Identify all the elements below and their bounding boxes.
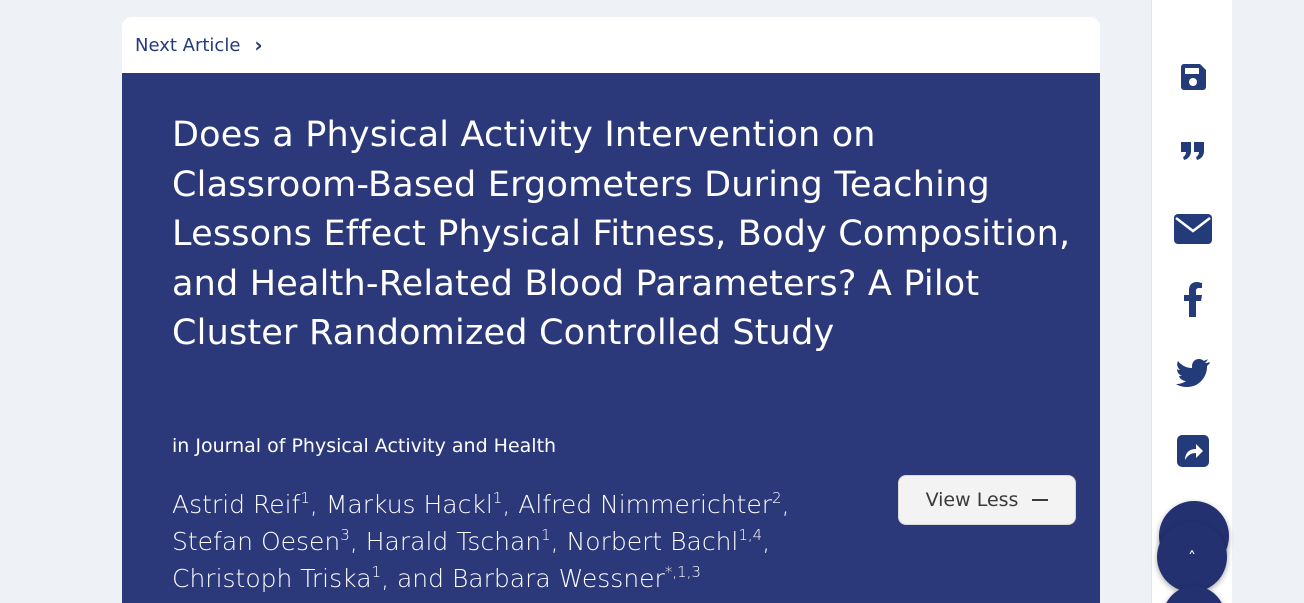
quote-icon[interactable] bbox=[1174, 132, 1212, 170]
author[interactable]: Alfred Nimmerichter$^2$ bbox=[518, 489, 782, 519]
email-icon[interactable] bbox=[1174, 210, 1212, 248]
scroll-to-top-button[interactable] bbox=[1157, 522, 1227, 592]
share-icon[interactable] bbox=[1174, 432, 1212, 470]
next-article-link[interactable] bbox=[122, 17, 1100, 73]
facebook-icon[interactable] bbox=[1174, 280, 1212, 318]
author[interactable]: Markus Hackl$^1$ bbox=[325, 489, 503, 519]
view-less-button[interactable] bbox=[898, 475, 1076, 525]
journal-name: in Journal of Physical Activity and Health bbox=[172, 435, 557, 457]
article-header bbox=[122, 73, 1100, 603]
author[interactable]: Stefan Oesen$^3$ bbox=[172, 526, 350, 556]
author[interactable]: Barbara Wessner$^{*,1,3}$ bbox=[451, 563, 701, 593]
author[interactable]: Christoph Triska$^1$ bbox=[172, 563, 382, 593]
minus-icon bbox=[1032, 499, 1048, 501]
article-card bbox=[122, 17, 1100, 603]
save-icon[interactable] bbox=[1174, 58, 1212, 96]
chevron-up-icon: ˄ bbox=[1188, 547, 1196, 567]
article-title: Does a Physical Activity Intervention on Classroom-Based Ergometers During Teaching Lessons Effect Physical Fitness, Body Composition, and Health-Related Blood Parameters? A Pilot Cluster Randomized Controlled Study bbox=[172, 115, 1071, 353]
view-less-label: View Less bbox=[925, 489, 1019, 511]
author[interactable]: Norbert Bachl$^{1,4}$ bbox=[566, 526, 763, 556]
next-article-label: Next Article bbox=[135, 34, 241, 56]
author-list: Astrid Reif$^1$, Markus Hackl$^1$, Alfred Nimmerichter$^2$, Stefan Oesen$^3$, Harald Tschan$^1$, Norbert Bachl$^{1,4}$, Christoph Triska$^1$, and Barbara Wessner$^{*,1,3}$ bbox=[172, 489, 790, 593]
twitter-icon[interactable] bbox=[1174, 354, 1212, 392]
author[interactable]: Astrid Reif$^1$ bbox=[172, 489, 310, 519]
author[interactable]: Harald Tschan$^1$ bbox=[365, 526, 551, 556]
chevron-right-icon: › bbox=[254, 33, 263, 57]
